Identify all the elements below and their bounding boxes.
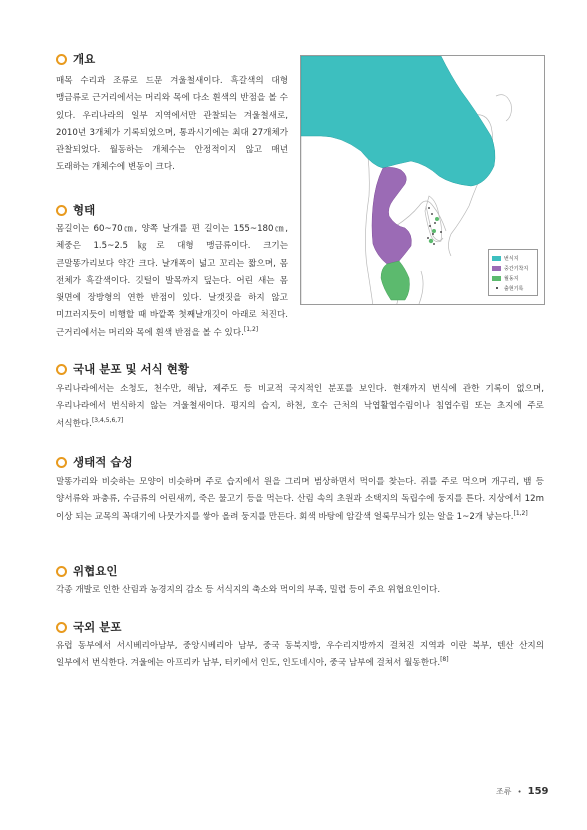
circle-bullet-icon — [56, 205, 67, 216]
domestic-paragraph: 우리나라에서는 소청도, 천수만, 해남, 제주도 등 비교적 국지적인 분포를 보인다. 현재까지 번식에 관한 기록이 없으며, 우리나라에서 번식하지 않는 겨울철새이다. 평지의 습지, 하천, 호수 근처의 낙엽활엽수림이나 침엽수림 또는 초지에 주로 서식한다.[3,4,5,6,7] — [56, 384, 544, 429]
circle-bullet-icon — [56, 566, 67, 577]
teal-swatch — [492, 256, 501, 261]
foreign-paragraph: 유럽 동부에서 서시베리아남부, 중앙시베리아 남부, 중국 동북지방, 우수리지방까지 걸쳐진 지역과 이란 북부, 텐산 산지의 일부에서 번식한다. 겨울에는 아프리카 남부, 터키에서 인도, 인도네시아, 중국 남부에 걸쳐서 월동한다.[8] — [56, 641, 544, 669]
circle-bullet-icon — [56, 457, 67, 468]
section-title-form: 형태 — [56, 203, 95, 217]
green-swatch — [492, 276, 501, 281]
breeding-range — [301, 56, 495, 186]
form-paragraph: 몸길이는 60~70㎝, 양쪽 날개를 편 길이는 155~180㎝, 체중은 1.5~2.5㎏로 대형 맹금류이다. 크기는 큰말똥가리보다 약간 크다. 날개폭이 넓고 꼬리는 짧으며, 몸 전체가 흑갈색이다. 깃털이 발목까지 덮는다. 어린 새는 몸 윗면에 장방형의 연한 반점이 있다. 날갯짓을 하지 않고 미끄러지듯이 비행할 때 바깥쪽 첫째날개깃이 아래로 처진다. 근거리에서는 머리와 목에 흰색 반점을 볼 수 있다.[1,2] — [56, 224, 288, 338]
dot-icon — [492, 286, 501, 291]
legend-item-wintering: 월동지 — [492, 273, 534, 283]
section-title-domestic: 국내 분포 및 서식 현황 — [56, 362, 189, 376]
section-title-foreign: 국외 분포 — [56, 620, 121, 634]
stopover-range — [372, 167, 411, 264]
circle-bullet-icon — [56, 622, 67, 633]
citation: [3,4,5,6,7] — [91, 416, 124, 424]
overview-paragraph: 매목 수리과 조류로 드문 겨울철새이다. 흑갈색의 대형 맹금류로 근거리에서는 머리와 목에 다소 흰색의 반점을 볼 수 있다. 우리나라의 일부 지역에서만 관찰되는 겨울철새로, 2010년 3개체가 기록되었으며, 통과시기에는 최대 27개체가 관찰되었다. 월동하는 개체수는 안정적이지 않고 매년 도래하는 개체수에 변동이 크다. — [56, 76, 288, 173]
purple-swatch — [492, 266, 501, 271]
map-legend — [488, 249, 538, 296]
citation: [1,2] — [513, 509, 528, 517]
section-title-overview: 개요 — [56, 52, 95, 66]
citation: [8] — [440, 656, 449, 664]
circle-bullet-icon — [56, 54, 67, 65]
threat-paragraph: 각종 개발로 인한 산림과 농경지의 감소 등 서식지의 축소와 먹이의 부족, 밀렵 등이 주요 위협요인이다. — [56, 585, 441, 595]
circle-bullet-icon — [56, 364, 67, 375]
wintering-spot — [429, 239, 433, 243]
legend-item-occurrence: 출현기록 — [492, 283, 534, 293]
section-title-ecology: 생태적 습성 — [56, 455, 133, 469]
footer-section-label: 조류 — [496, 787, 512, 796]
distribution-map — [300, 55, 545, 305]
citation: [1,2] — [243, 325, 259, 333]
legend-item-breeding: 번식지 — [492, 253, 534, 263]
page-number: 159 — [527, 786, 549, 797]
footer-separator: • — [517, 787, 522, 796]
page-footer — [496, 786, 548, 797]
section-title-threat: 위협요인 — [56, 564, 117, 578]
legend-item-stopover: 중간기착지 — [492, 263, 534, 273]
wintering-range — [381, 261, 410, 300]
wintering-spot — [432, 229, 436, 233]
ecology-paragraph: 말똥가리와 비슷하는 모양이 비슷하며 주로 습지에서 원을 그리며 범상하면서 먹이를 찾는다. 쥐를 주로 먹으며 개구리, 뱀 등 양서류와 파충류, 수금류의 어린새끼, 죽은 물고기 등을 먹는다. 산림 속의 초원과 소택지의 독립수에 둥지를 튼다. 지상에서 12m 이상 되는 교목의 꼭대기에 나뭇가지를 쌓아 올려 둥지를 만든다. 회색 바탕에 암갈색 얼룩무늬가 있는 알을 1~2개 낳는다.[1,2] — [56, 477, 544, 522]
wintering-spot — [435, 217, 439, 221]
